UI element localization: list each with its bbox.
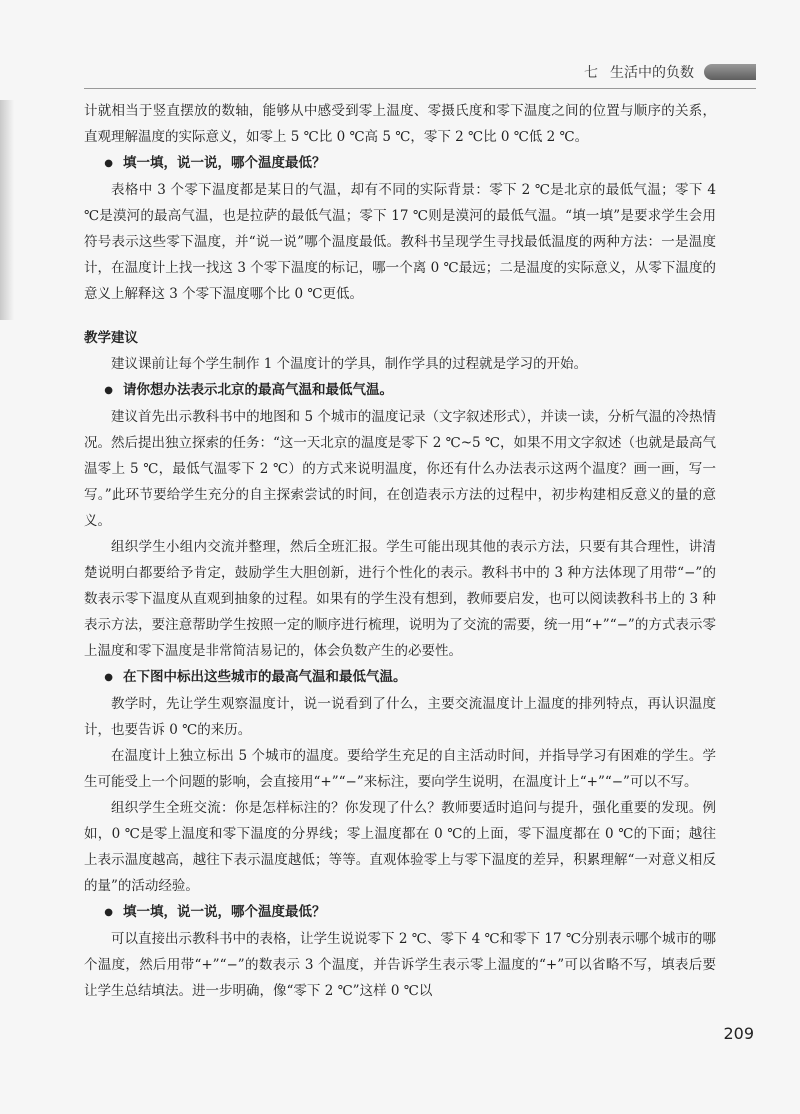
- body-text: [84, 98, 716, 1004]
- paragraph: 建议首先出示教科书中的地图和 5 个城市的温度记录（文字叙述形式），并读一读，分析气温的冷热情况。然后提出独立探索的任务：“这一天北京的温度是零下 2 ℃~5 ℃，如果不用文字叙述（也就是最高气温零上 5 ℃，最低气温零下 2 ℃）的方式来说明温度，你还有什么办法表示这两个温度？画一画，写一写。”此环节要给学生充分的自主探索尝试的时间，在创造表示方法的过程中，初步构建相反意义的量的意义。: [84, 409, 716, 529]
- chapter-number: 七: [584, 65, 598, 81]
- paragraph: 建议课前让每个学生制作 1 个温度计的学具，制作学具的过程就是学习的开始。: [111, 356, 588, 372]
- paragraph: 表格中 3 个零下温度都是某日的气温，却有不同的实际背景：零下 2 ℃是北京的最低气温；零下 4 ℃是漠河的最高气温，也是拉萨的最低气温；零下 17 ℃则是漠河的最低气温。“填一填”是要求学生会用符号表示这些零下温度，并“说一说”哪个温度最低。教科书呈现学生寻找最低温度的两种方法：一是温度计，在温度计上找一找这 3 个零下温度的标记，哪一个离 0 ℃最远；二是温度的实际意义，从零下温度的意义上解释这 3 个零下温度哪个比 0 ℃更低。: [84, 182, 716, 302]
- bullet-heading: ● 填一填，说一说，哪个温度最低？: [84, 150, 716, 177]
- paragraph: 可以直接出示教科书中的表格，让学生说说零下 2 ℃、零下 4 ℃和零下 17 ℃分别表示哪个城市的哪个温度，然后用带“+”“−”的数表示 3 个温度，并告诉学生表示零上温度的“+”可以省略不写，填表后要让学生总结填法。进一步明确，像“零下 2 ℃”这样 0 ℃以: [84, 931, 716, 999]
- page-edge-shadow: [0, 100, 14, 320]
- paragraph-continuation: 计就相当于竖直摆放的数轴，能够从中感受到零上温度、零摄氏度和零下温度之间的位置与顺序的关系，直观理解温度的实际意义，如零上 5 ℃比 0 ℃高 5 ℃，零下 2 ℃比 0 ℃低 2 ℃。: [84, 103, 716, 145]
- bullet-heading: ● 在下图中标出这些城市的最高气温和最低气温。: [84, 664, 716, 691]
- chapter-title: 生活中的负数: [610, 65, 694, 81]
- header-rule: [84, 88, 756, 89]
- section-title: 教学建议: [84, 330, 138, 346]
- bullet-heading: ● 填一填，说一说，哪个温度最低？: [84, 899, 716, 926]
- paragraph: 在温度计上独立标出 5 个城市的温度。要给学生充足的自主活动时间，并指导学习有困难的学生。学生可能受上一个问题的影响，会直接用“+”“−”来标注，要向学生说明，在温度计上“+”“−”可以不写。: [84, 748, 716, 790]
- paragraph: 组织学生全班交流：你是怎样标注的？你发现了什么？教师要适时追问与提升，强化重要的发现。例如，0 ℃是零上温度和零下温度的分界线；零上温度都在 0 ℃的上面，零下温度都在 0 ℃的下面；越往上表示温度越高，越往下表示温度越低；等等。直观体验零上与零下温度的差异，积累理解“一对意义相反的量”的活动经验。: [84, 800, 716, 894]
- page-number: 209: [723, 1024, 754, 1043]
- paragraph: 组织学生小组内交流并整理，然后全班汇报。学生可能出现其他的表示方法，只要有其合理性，讲清楚说明白都要给予肯定，鼓励学生大胆创新，进行个性化的表示。教科书中的 3 种方法体现了用带“−”的数表示零下温度从直观到抽象的过程。如果有的学生没有想到，教师要启发，也可以阅读教科书上的 3 种表示方法，要注意帮助学生按照一定的顺序进行梳理，说明为了交流的需要，统一用“+”“−”的方式表示零上温度和零下温度是非常简洁易记的，体会负数产生的必要性。: [84, 539, 716, 659]
- running-header: [584, 60, 756, 84]
- chapter-tab-marker: [704, 64, 756, 80]
- bullet-heading: ● 请你想办法表示北京的最高气温和最低气温。: [84, 377, 716, 404]
- paragraph: 教学时，先让学生观察温度计，说一说看到了什么，主要交流温度计上温度的排列特点，再认识温度计，也要告诉 0 ℃的来历。: [84, 696, 716, 738]
